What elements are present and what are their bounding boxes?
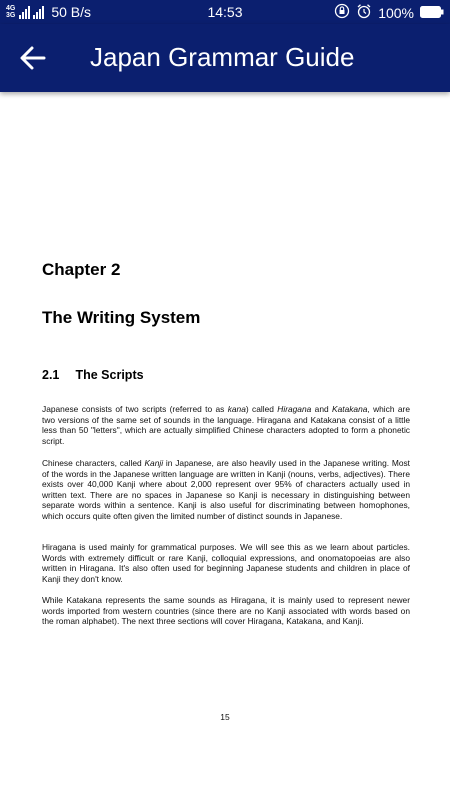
paragraph-text: , which are two versions of the same set of sounds in the language. Hiragana and Katakana consist of a little less than 50 "letters", which are actually simplified Chinese characters adopted to form a phonetic script. <box>42 404 410 446</box>
app-bar <box>0 24 450 92</box>
status-bar <box>0 0 450 24</box>
status-right <box>334 3 444 22</box>
paragraph-text: ) called <box>245 404 278 414</box>
chapter-label: Chapter 2 <box>42 260 121 279</box>
app-title: Japan Grammar Guide <box>90 42 355 72</box>
paragraph-text: Chinese characters, called <box>42 458 145 468</box>
document-page[interactable] <box>0 92 450 800</box>
emphasis-kana: kana <box>227 404 246 414</box>
battery-percent: 100% <box>378 4 414 21</box>
section-number: 2.1 <box>42 368 60 382</box>
emphasis-hiragana: Hiragana <box>277 404 312 414</box>
network-type-3g: 3G <box>6 12 16 19</box>
paragraph-text: and <box>311 404 333 414</box>
paragraph-kanji <box>42 458 410 522</box>
back-button[interactable] <box>18 44 48 72</box>
network-speed: 50 B/s <box>51 4 92 20</box>
section-title: The Scripts <box>75 368 144 382</box>
network-type-4g: 4G <box>6 5 16 12</box>
paragraph-text: Japanese consists of two scripts (referred to as <box>42 404 228 414</box>
emphasis-kanji: Kanji <box>144 458 164 468</box>
paragraph-scripts-intro <box>42 404 410 446</box>
arrow-left-icon <box>18 44 48 72</box>
section-heading <box>42 368 144 382</box>
chapter-title: The Writing System <box>42 308 201 327</box>
status-time: 14:53 <box>207 4 243 20</box>
alarm-clock-icon <box>356 3 372 22</box>
battery-icon <box>420 5 444 21</box>
page-number: 15 <box>220 712 230 722</box>
rotation-lock-icon <box>334 3 350 22</box>
paragraph-katakana: While Katakana represents the same sounds as Hiragana, it is mainly used to represent newer words imported from western countries (since there are no Kanji associated with words based on the roman alphabet). The next three sections will cover Hiragana, Katakana, and Kanji. <box>42 595 410 627</box>
paragraph-text: in Japanese, are also heavily used in the Japanese writing. Most of the words in the Japanese written language are written in Kanji (nouns, verbs, adjectives). There exists over 40,000 Kanji where about 2,000 represent over 95% of characters actually used in written text. There are no spaces in Japanese so Kanji is necessary in distinguishing between separate words within a sentence. Kanji is also useful for discriminating between homophones, which occurs quite often given the limited number of distinct sounds in Japanese. <box>42 458 411 521</box>
paragraph-hiragana: Hiragana is used mainly for grammatical purposes. We will see this as we learn about particles. Words with extremely difficult or rare Kanji, colloquial expressions, and onomatopoeias are also written in Hiragana. It's also often used for beginning Japanese students and children in place of Kanji they don't know. <box>42 542 410 584</box>
emphasis-katakana: Katakana <box>332 404 368 414</box>
